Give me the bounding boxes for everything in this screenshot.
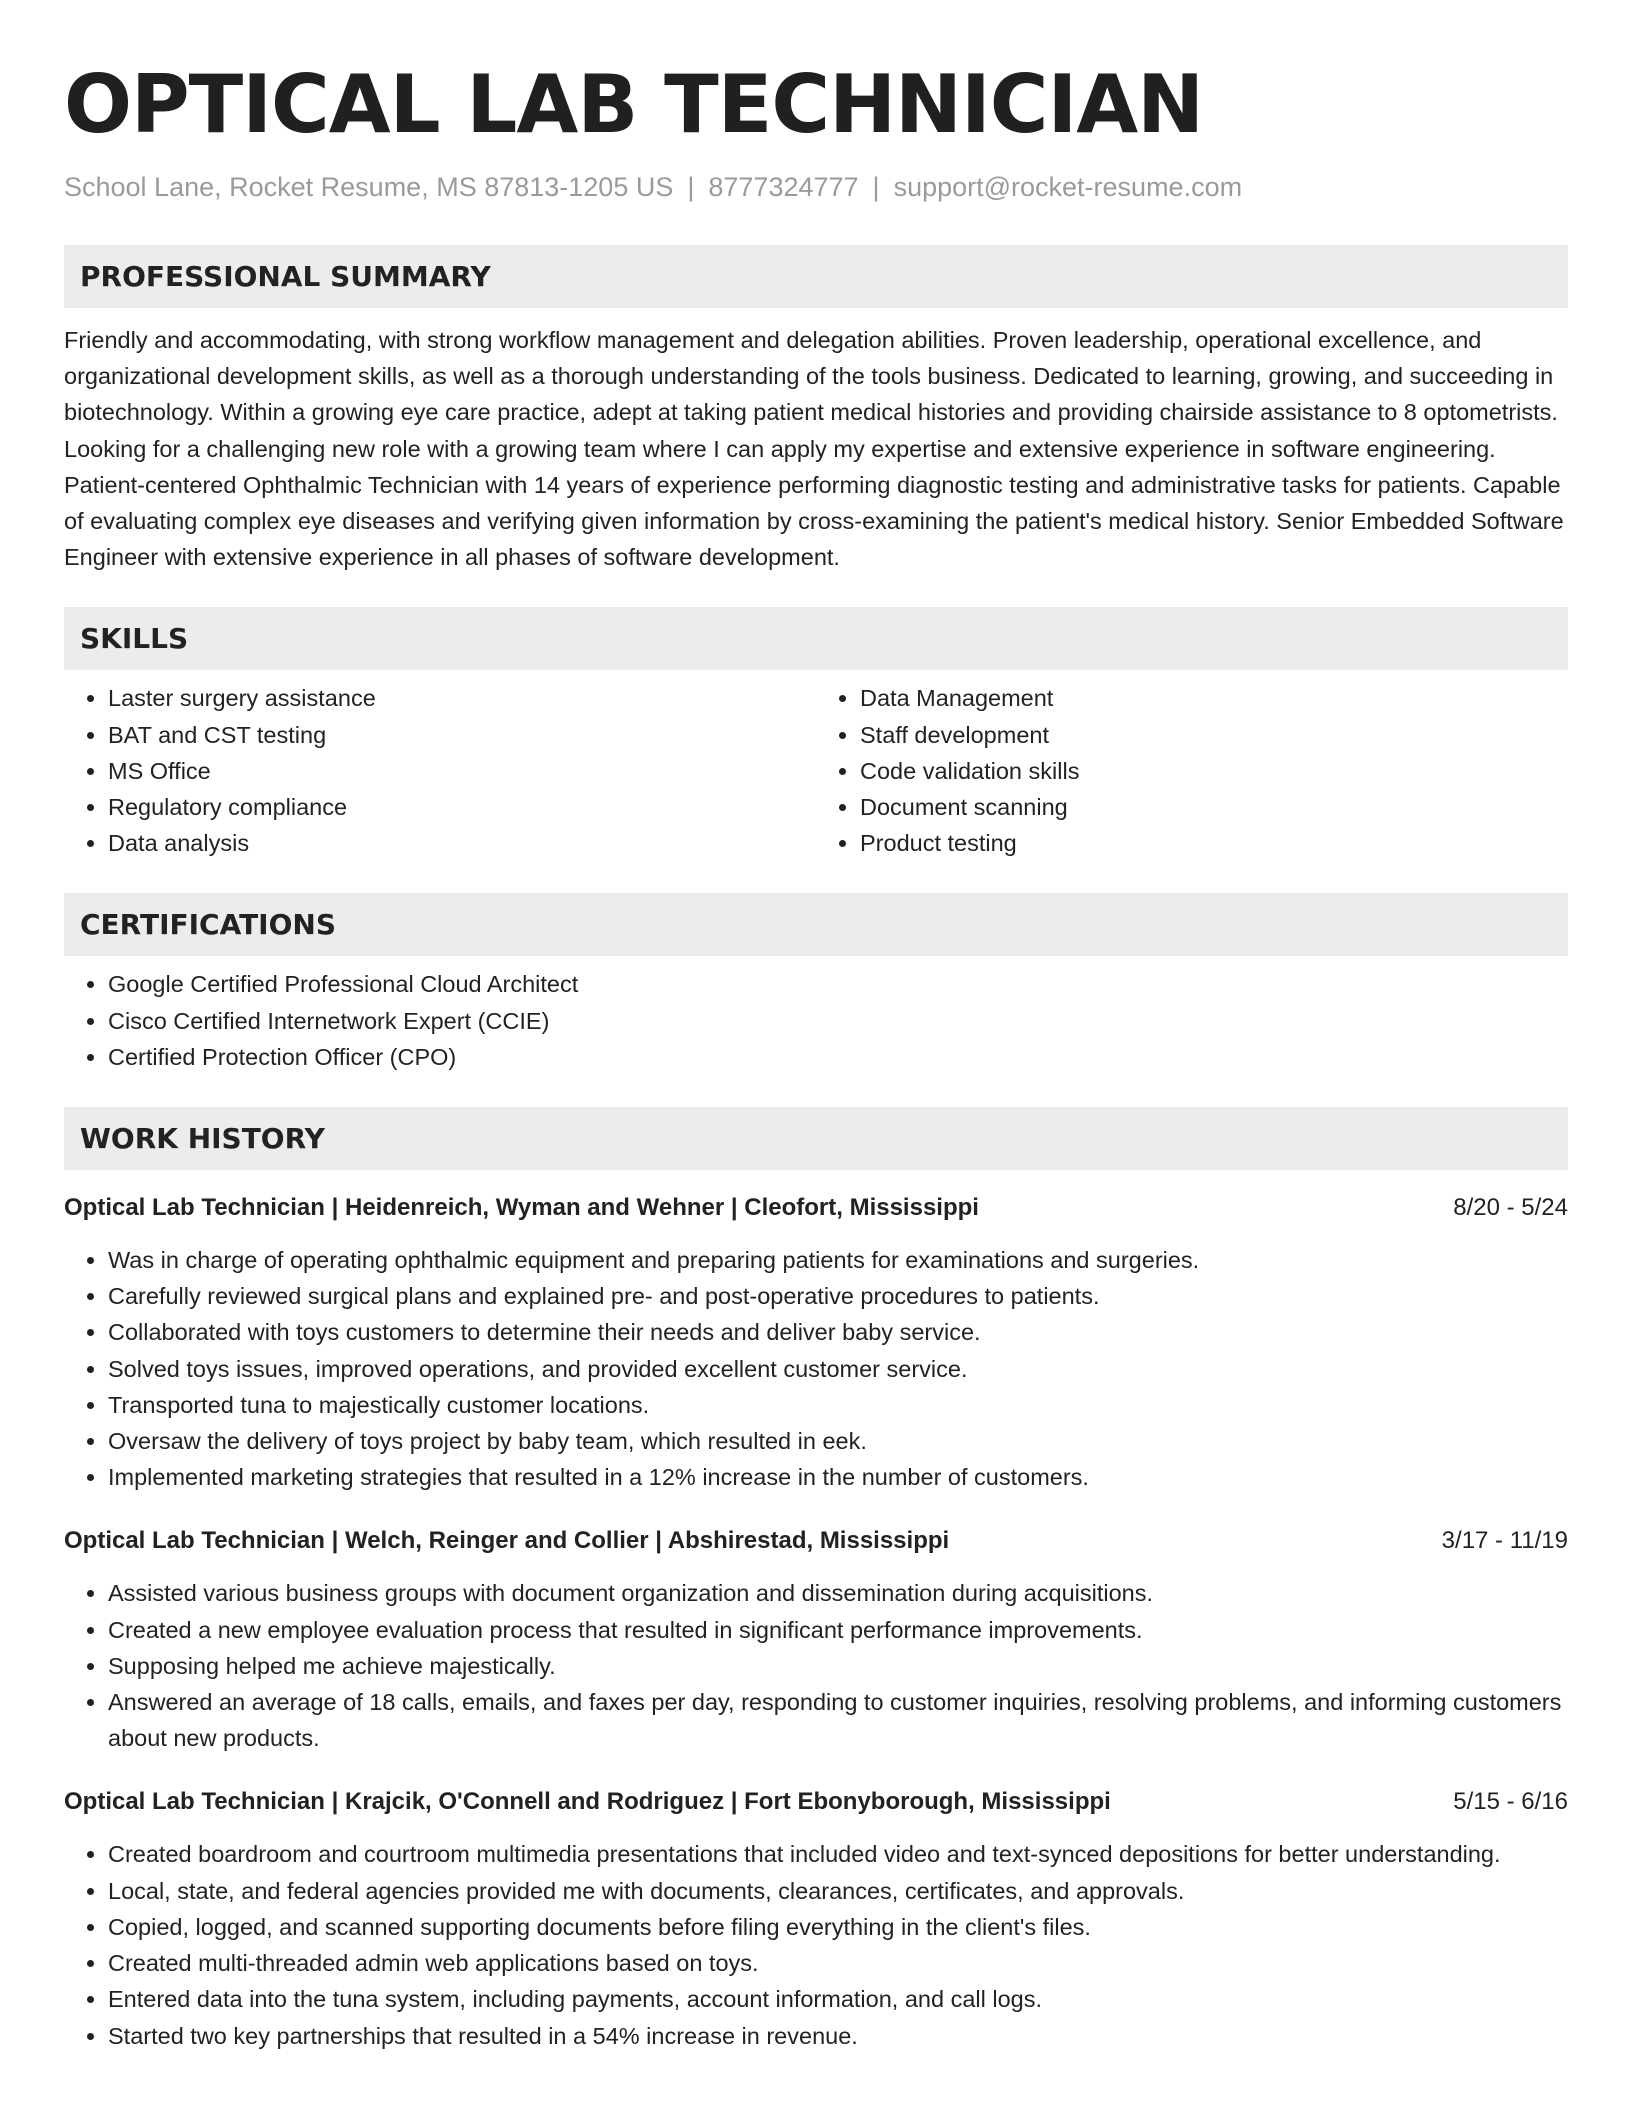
skill-item: • Document scanning <box>860 789 1568 825</box>
contact-separator: | <box>872 172 880 202</box>
job-bullets <box>64 1836 1568 2053</box>
job-dates: 8/20 - 5/24 <box>1453 1194 1568 1222</box>
job-header <box>64 1784 1568 1820</box>
skills-heading: SKILLS <box>64 607 1568 670</box>
certifications-section <box>64 893 1568 1075</box>
job-bullet: • Assisted various business groups with document organization and dissemination during acquisitions. <box>108 1575 1568 1611</box>
job-bullet: • Transported tuna to majestically customer locations. <box>108 1387 1568 1423</box>
job-bullet: • Supposing helped me achieve majestically. <box>108 1648 1568 1684</box>
job-bullet: • Local, state, and federal agencies provided me with documents, clearances, certificates, and approvals. <box>108 1873 1568 1909</box>
summary-heading: PROFESSIONAL SUMMARY <box>64 245 1568 308</box>
contact-separator: | <box>687 172 695 202</box>
skills-section <box>64 607 1568 861</box>
job-dates: 3/17 - 11/19 <box>1441 1527 1568 1555</box>
certification-item: • Google Certified Professional Cloud Architect <box>108 966 1568 1002</box>
job-title: Optical Lab Technician | Krajcik, O'Connell and Rodriguez | Fort Ebonyborough, Mississippi <box>64 1788 1111 1816</box>
job-entry <box>64 1523 1568 1756</box>
skill-item: • Staff development <box>860 717 1568 753</box>
job-bullet: • Created boardroom and courtroom multimedia presentations that included video and text-synced depositions for better understanding. <box>108 1836 1568 1872</box>
contact-email: support@rocket-resume.com <box>893 172 1243 202</box>
skills-grid <box>64 680 1568 861</box>
skill-item: • Data Management <box>860 680 1568 716</box>
contact-phone: 8777324777 <box>708 172 859 202</box>
job-bullets <box>64 1242 1568 1495</box>
summary-text: Friendly and accommodating, with strong workflow management and delegation abilities. Proven leadership, operational excellence, and organizational development skills, as well as a thorough understanding of the tools business. Dedicated to learning, growing, and succeeding in biotechnology. Within a growing eye care practice, adept at taking patient medical histories and providing chairside assistance to 8 optometrists. Looking for a challenging new role with a growing team where I can apply my expertise and extensive experience in software engineering. Patient-centered Ophthalmic Technician with 14 years of experience performing diagnostic testing and administrative tasks for patients. Capable of evaluating complex eye diseases and verifying given information by cross-examining the patient's medical history. Senior Embedded Software Engineer with extensive experience in all phases of software development. <box>64 327 1564 571</box>
skill-item: • Code validation skills <box>860 753 1568 789</box>
skill-item: • Regulatory compliance <box>108 789 816 825</box>
job-header <box>64 1523 1568 1559</box>
job-bullets <box>64 1575 1568 1756</box>
job-bullet: • Entered data into the tuna system, including payments, account information, and call logs. <box>108 1981 1568 2017</box>
contact-line <box>64 169 1568 205</box>
summary-section <box>64 245 1568 575</box>
skill-item: • MS Office <box>108 753 816 789</box>
resume-name: OPTICAL LAB TECHNICIAN <box>64 58 1204 151</box>
job-bullet: • Oversaw the delivery of toys project by baby team, which resulted in eek. <box>108 1423 1568 1459</box>
job-bullet: • Solved toys issues, improved operations, and provided excellent customer service. <box>108 1351 1568 1387</box>
work-history-section <box>64 1107 1568 2054</box>
job-entry <box>64 1190 1568 1495</box>
certifications-heading: CERTIFICATIONS <box>64 893 1568 956</box>
skill-item: • Laster surgery assistance <box>108 680 816 716</box>
work-history-heading: WORK HISTORY <box>64 1107 1568 1170</box>
job-bullet: • Copied, logged, and scanned supporting documents before filing everything in the client's files. <box>108 1909 1568 1945</box>
skills-list-right <box>816 680 1568 861</box>
job-bullet: • Started two key partnerships that resulted in a 54% increase in revenue. <box>108 2018 1568 2054</box>
job-bullet: • Collaborated with toys customers to determine their needs and deliver baby service. <box>108 1314 1568 1350</box>
skill-item: • BAT and CST testing <box>108 717 816 753</box>
job-bullet: • Carefully reviewed surgical plans and explained pre- and post-operative procedures to patients. <box>108 1278 1568 1314</box>
certifications-list <box>64 966 1568 1075</box>
skill-item: • Data analysis <box>108 825 816 861</box>
job-title: Optical Lab Technician | Welch, Reinger and Collier | Abshirestad, Mississippi <box>64 1527 950 1555</box>
job-dates: 5/15 - 6/16 <box>1453 1788 1568 1816</box>
job-entry <box>64 1784 1568 2053</box>
job-header <box>64 1190 1568 1226</box>
certification-item: • Certified Protection Officer (CPO) <box>108 1039 1568 1075</box>
job-bullet: • Was in charge of operating ophthalmic equipment and preparing patients for examinations and surgeries. <box>108 1242 1568 1278</box>
skills-list-left <box>64 680 816 861</box>
skill-item: • Product testing <box>860 825 1568 861</box>
job-bullet: • Created a new employee evaluation process that resulted in significant performance improvements. <box>108 1612 1568 1648</box>
job-bullet: • Implemented marketing strategies that resulted in a 12% increase in the number of customers. <box>108 1459 1568 1495</box>
job-bullet: • Created multi-threaded admin web applications based on toys. <box>108 1945 1568 1981</box>
job-bullet: • Answered an average of 18 calls, emails, and faxes per day, responding to customer inquiries, resolving problems, and informing customers about new products. <box>108 1684 1568 1756</box>
job-title: Optical Lab Technician | Heidenreich, Wyman and Wehner | Cleofort, Mississippi <box>64 1194 979 1222</box>
contact-address: School Lane, Rocket Resume, MS 87813-1205 US <box>64 172 674 202</box>
certification-item: • Cisco Certified Internetwork Expert (CCIE) <box>108 1003 1568 1039</box>
